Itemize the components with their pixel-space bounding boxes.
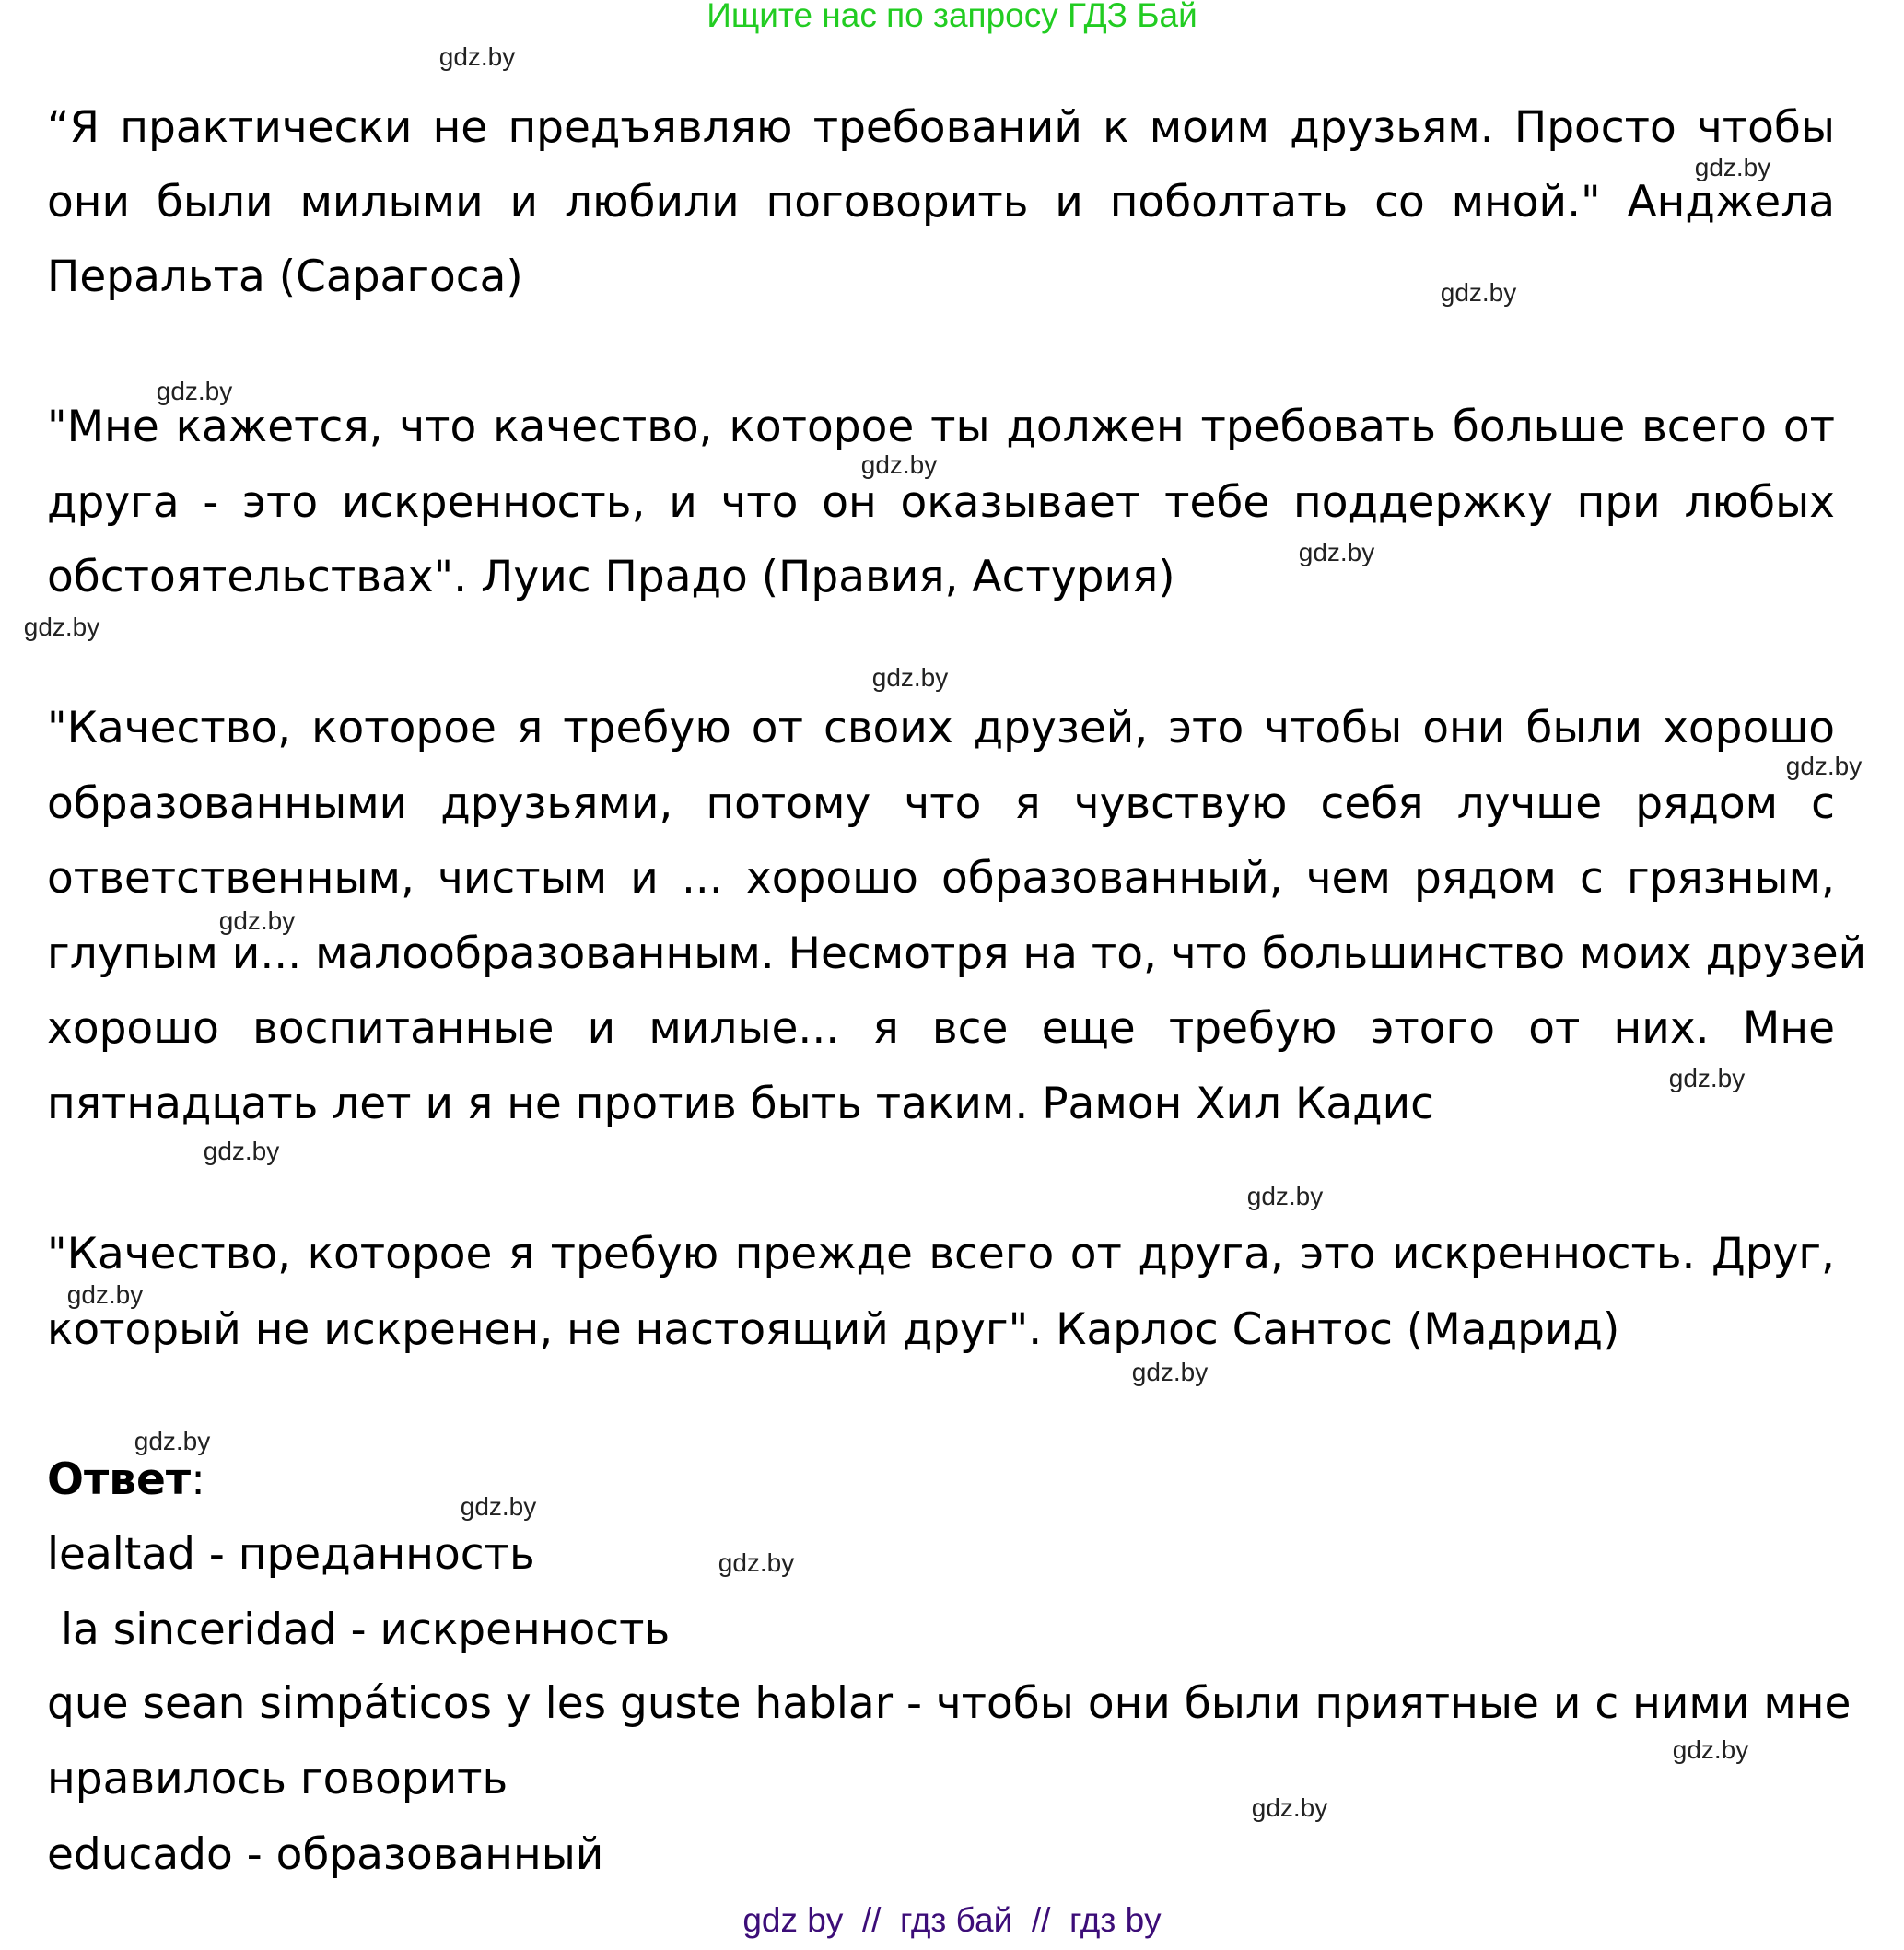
- answer-label: Ответ: [47, 1454, 192, 1505]
- watermark: gdz.by: [1668, 1064, 1746, 1092]
- quote-line: Перальта (Сарагоса): [47, 251, 523, 302]
- watermark: gdz.by: [134, 1427, 211, 1455]
- watermark: gdz.by: [1131, 1358, 1209, 1386]
- watermark: gdz.by: [156, 377, 233, 405]
- watermark: gdz.by: [1672, 1735, 1749, 1764]
- footer-links[interactable]: gdz by // гдз бай // гдз by: [742, 1901, 1162, 1939]
- answer-item: la sinceridad - искренность: [47, 1605, 671, 1655]
- watermark: gdz.by: [460, 1492, 537, 1521]
- quote-line: "Качество, которое я требую прежде всего от друга, это искренность. Друг,: [47, 1229, 1835, 1279]
- watermark: gdz.by: [1440, 278, 1517, 307]
- watermark: gdz.by: [1298, 538, 1375, 566]
- watermark: gdz.by: [66, 1280, 144, 1309]
- quote-line: образованными друзьями, потому что я чувствую себя лучше рядом с: [47, 778, 1835, 829]
- watermark: gdz.by: [1251, 1793, 1328, 1822]
- watermark: gdz.by: [860, 450, 938, 479]
- quote-line: друга - это искренность, и что он оказывает тебе поддержку при любых: [47, 477, 1835, 528]
- quote-line: они были милыми и любили поговорить и поболтать со мной." Анджела: [47, 177, 1835, 228]
- quote-line: глупым и... малообразованным. Несмотря на то, что большинство моих друзей: [47, 928, 1867, 979]
- watermark: gdz.by: [203, 1137, 280, 1165]
- search-banner: Ищите нас по запросу ГДЗ Бай: [707, 0, 1197, 34]
- quote-line: "Качество, которое я требую от своих друзей, это чтобы они были хорошо: [47, 703, 1835, 753]
- quote-line: “Я практически не предъявляю требований к моим друзьям. Просто чтобы: [47, 102, 1835, 153]
- quote-line: пятнадцать лет и я не против быть таким. Рамон Хил Кадис: [47, 1079, 1435, 1129]
- quote-line: ответственным, чистым и ... хорошо образованный, чем рядом с грязным,: [47, 853, 1835, 904]
- quote-line: обстоятельствах". Луис Прадо (Правия, Астурия): [47, 552, 1175, 602]
- watermark: gdz.by: [718, 1548, 795, 1577]
- watermark: gdz.by: [438, 42, 516, 71]
- watermark: gdz.by: [1785, 752, 1863, 780]
- quote-line: "Мне кажется, что качество, которое ты должен требовать больше всего от: [47, 402, 1835, 452]
- answer-item: que sean simpáticos y les guste hablar - чтобы они были приятные и с ними мне: [47, 1678, 1851, 1729]
- answer-item: lealtad - преданность: [47, 1529, 535, 1580]
- watermark: gdz.by: [218, 906, 296, 935]
- watermark: gdz.by: [1694, 153, 1771, 181]
- quote-line: хорошо воспитанные и милые... я все еще требую этого от них. Мне: [47, 1003, 1835, 1054]
- answer-item: educado - образованный: [47, 1829, 604, 1880]
- answer-heading: [47, 1453, 205, 1508]
- watermark: gdz.by: [23, 613, 100, 641]
- watermark: gdz.by: [871, 663, 949, 692]
- answer-colon: :: [191, 1454, 205, 1505]
- answer-item: нравилось говорить: [47, 1754, 508, 1804]
- quote-line: который не искренен, не настоящий друг". Карлос Сантос (Мадрид): [47, 1304, 1620, 1355]
- watermark: gdz.by: [1246, 1182, 1324, 1210]
